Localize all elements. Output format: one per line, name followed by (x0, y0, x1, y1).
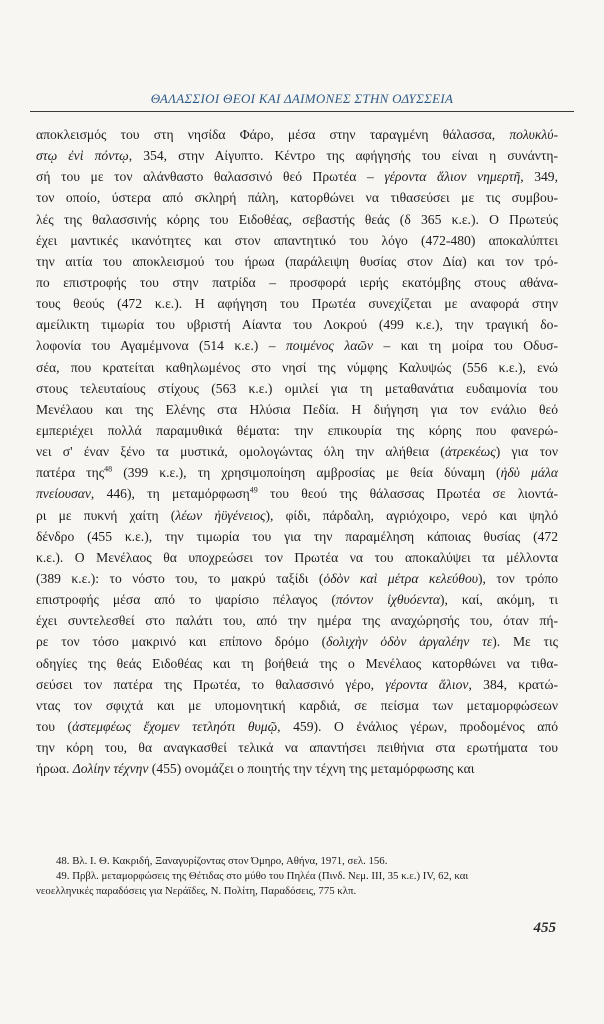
greek-quote: δολιχὴν ὁδὸν ἀργαλέην τε (326, 634, 493, 650)
text-line (36, 420, 558, 441)
running-head: ΘΑΛΑΣΣΙΟΙ ΘΕΟΙ ΚΑΙ ΔΑΙΜΟΝΕΣ ΣΤΗΝ ΟΔΥΣΣΕΙΑ (150, 91, 454, 106)
text-line (36, 653, 558, 674)
text-line (36, 610, 558, 631)
text-run: έχει μαντικές ικανότητες και στον απαντητικό του λόγο (472-480) αποκαλύπτει (36, 232, 558, 248)
greek-quote: ἡδὺ μάλα (500, 465, 558, 481)
text-run: την αιτία του αποκλεισμού του ήρωα (παράλειψη θυσίας στον Δία) και τον τρό- (36, 253, 558, 269)
text-line (36, 462, 558, 483)
text-run: τους θεούς (472 κ.ε.). Η αφήγηση του Πρωτέα συνεχίζεται με αναφορά στην (36, 296, 558, 312)
text-run: αμείλικτη τιμωρία του υβριστή Αίαντα του Λοκρού (499 κ.ε.), την τραγική δο- (36, 317, 558, 333)
text-run: κ.ε.). Ο Μενέλαος θα υποχρεώσει τον Πρωτέα να του αποκαλύψει τα μέλλοντα (36, 549, 558, 565)
text-line (36, 674, 558, 695)
text-run: ), τον τρόπο (478, 570, 558, 586)
text-run: , 384, κρατώ- (468, 676, 558, 692)
greek-quote: Δολίην τέχνην (72, 761, 149, 777)
text-line (36, 526, 558, 547)
text-run: εμπεριέχει πολλά παραμυθικά θέματα: την επικουρία της κόρης που φανερώ- (36, 422, 558, 438)
text-line (36, 166, 558, 187)
greek-quote: λέων ἠϋγένειος (175, 507, 266, 523)
text-run: ντας τον σφιχτά και με υπομονητική καρδιά, σε πείσμα των μεταμορφώσεων (36, 697, 558, 713)
greek-quote: ἀστεμφέως ἔχομεν τετληότι θυμῷ (72, 718, 278, 734)
greek-quote: ποιμένος λαῶν (285, 338, 373, 354)
greek-quote: ὁδὸν καὶ μέτρα κελεύθου (323, 570, 479, 586)
text-run: ρε τον τόσο μακρινό και επίπονο δρόμο ( (36, 634, 327, 650)
text-run: Μενέλαου και της Ελένης στα Ηλύσια Πεδία. Η διήγηση για τον ενάλιο θεό (36, 401, 558, 417)
footnote-49-continuation: νεοελληνικές παραδόσεις για Νεράϊδες, Ν. Πολίτη, Παραδόσεις, 775 κλπ. (36, 885, 357, 897)
text-run: επιστροφής μέσα από το ψαρίσιο πέλαγος ( (36, 592, 336, 608)
text-line (36, 209, 558, 230)
text-line (36, 314, 558, 335)
text-run: , 459). Ο ἐνάλιος γέρων, προδομένος από (277, 718, 558, 734)
text-run: δένδρο (455 κ.ε.), την τιμωρία του για την παραμέληση κάποιας θυσίας (472 (36, 528, 558, 544)
text-run: ). Με τις (492, 634, 558, 650)
greek-quote: πνείουσαν (36, 486, 91, 502)
text-line (36, 547, 558, 568)
text-line (36, 505, 558, 526)
text-run: , 354, στην Αίγυπτο. Κέντρο της αφήγησής του είναι η συνάντη- (128, 148, 558, 164)
greek-quote: στῳ ἐνὶ πόντῳ (36, 148, 129, 164)
text-line (36, 187, 558, 208)
text-run: στους τελευταίους στίχους (563 κ.ε.) ομιλεί για τη μεταθανάτια ευδαιμονία του (36, 380, 558, 396)
body-text (36, 124, 558, 779)
footnote-49: 49. Πρβλ. μεταμορφώσεις της Θέτιδας στο μύθο του Πηλέα (Πινδ. Νεμ. ΙΙΙ, 35 κ.ε.) IV, 62, και (56, 870, 469, 882)
greek-quote: γέροντα ἅλιον (385, 676, 469, 692)
greek-quote: γέροντα ἅλιον νημερτῆ (384, 169, 521, 185)
text-run: οδηγίες της θεάς Ειδοθέας και τη βοήθειά της ο Μενέλαος κατορθώνει να τιθα- (36, 655, 558, 671)
text-run: (455) ονομάζει ο ποιητής την τέχνη της μεταμόρφωσης και (148, 761, 475, 777)
text-run: πο επιστροφής του στην πατρίδα – προσφορά ιερής εκατόμβης στους αθάνα- (36, 274, 558, 290)
text-run: σή του με τον αλάνθαστο θαλασσινό θεό Πρωτέα – (36, 169, 385, 185)
text-line (36, 737, 558, 758)
page-number: 455 (533, 920, 556, 936)
footnotes (36, 854, 560, 899)
text-run: σέα, που κρατείται καθηλωμένος στο νησί της νύμφης Καλυψώς (556 κ.ε.), ενώ (36, 359, 558, 375)
text-line (36, 716, 558, 737)
text-line (36, 293, 558, 314)
text-run: ήρωα. (36, 761, 73, 777)
text-run: σεύσει τον πατέρα της Πρωτέα, το θαλασσινό γέρο, (36, 676, 386, 692)
text-run: αποκλεισμός του στη νησίδα Φάρο, μέσα στην ταραγμένη θάλασσα, (36, 127, 510, 142)
footnote-48: 48. Βλ. Ι. Θ. Κακριδή, Ξαναγυρίζοντας στον Όμηρο, Αθήνα, 1971, σελ. 156. (56, 855, 388, 867)
text-run: του ( (36, 718, 73, 734)
text-run: ) για τον (495, 444, 558, 460)
text-line (36, 568, 558, 589)
greek-quote: πόντον ἰχθυόεντα (335, 592, 440, 608)
text-run: , 349, (520, 169, 558, 185)
text-run: – και τη μοίρα του Οδυσ- (373, 338, 558, 354)
text-line (36, 589, 558, 610)
text-line (36, 631, 558, 652)
footnote-ref: 48 (104, 464, 113, 474)
text-line (36, 124, 558, 145)
text-line (36, 272, 558, 293)
text-run: τον οποίο, ύστερα από σκληρή πάλη, κατορθώνει να τιθασεύσει με τις συμβου- (36, 190, 558, 206)
text-line (36, 335, 558, 356)
text-line (36, 378, 558, 399)
text-run: , 446), τη μεταμόρφωση (90, 486, 250, 502)
text-line (36, 399, 558, 420)
text-run: (389 κ.ε.): το νόστο του, το μακρύ ταξίδι ( (36, 570, 324, 586)
text-line (36, 357, 558, 378)
text-run: λοφονία του Αγαμέμνονα (514 κ.ε.) – (36, 338, 286, 354)
text-line (36, 230, 558, 251)
text-run: την κόρη του, θα αναγκασθεί τελικά να απαντήσει πειθήνια στα ερωτήματα του (36, 740, 558, 756)
text-run: πατέρα της (36, 465, 105, 481)
text-run: ), καί, ακόμη, τι (440, 592, 558, 608)
text-run: έχει συντελεσθεί στο παλάτι του, από την ημέρα της αναχώρησής του, όταν πή- (36, 613, 558, 629)
greek-quote: πολυκλύ- (509, 127, 558, 142)
greek-quote: ἀτρεκέως (444, 444, 496, 460)
footnote-ref: 49 (249, 485, 258, 495)
text-run: ρι με πυκνή χαίτη ( (36, 507, 176, 523)
text-line (36, 758, 558, 779)
text-line (36, 695, 558, 716)
text-run: νει σ' έναν ξένο τα μυστικά, ομολογώντας όλη την αλήθεια ( (36, 444, 445, 460)
text-run: του θεού της θάλασσας Πρωτέα σε λιοντά- (257, 486, 558, 502)
text-line (36, 483, 558, 504)
header-rule (30, 111, 574, 112)
text-line (36, 441, 558, 462)
text-line (36, 145, 558, 166)
text-run: (399 κ.ε.), τη χρησιμοποίηση αμβροσίας με θεία δύναμη ( (112, 465, 501, 481)
text-run: ), φίδι, πάρδαλη, αγριόχοιρο, νερό και ψηλό (265, 507, 558, 523)
text-run: λές της θαλασσινής κόρης του Ειδοθέας, σεβαστής θεάς (δ 365 κ.ε.). Ο Πρωτεύς (36, 211, 558, 227)
text-line (36, 251, 558, 272)
